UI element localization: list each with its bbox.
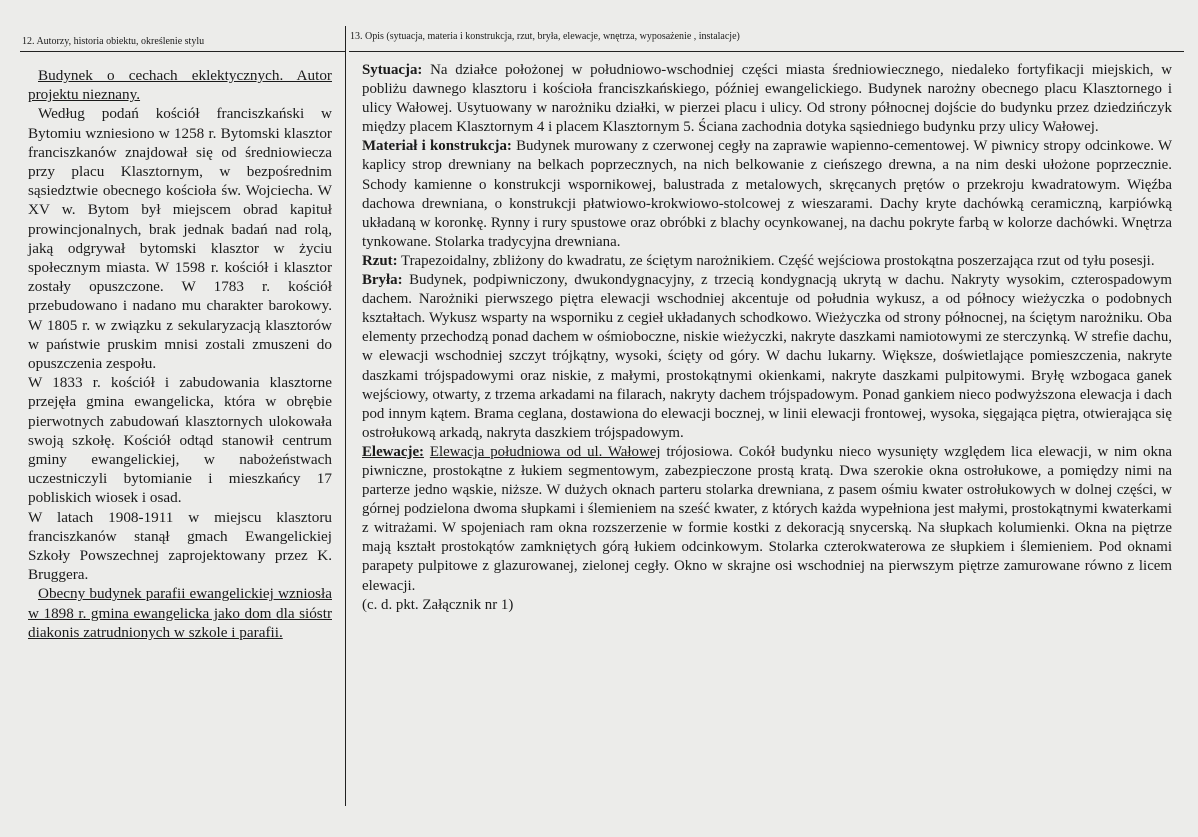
rzut-paragraph xyxy=(362,252,1172,271)
bryla-paragraph xyxy=(362,271,1172,443)
elewacje-text: trójosiowa. Cokół budynku nieco wysunięty względem lica elewacji, w nim okna piwniczne, prostokątne z łukiem segmentowym, zabezpieczone prostą kratą. Dwa szerokie okna ostrołukowe, a pomiędzy nimi na parterze jedno wąskie, niższe. W dużych oknach parteru stolarka drewniana, z pasem ośmiu kwater ostrołukowych w dolnej części, w górnej podzielona dwoma słupkami i ślemieniem na sześć kwater, z których każda wypełniona jest małymi, prostokątnymi kwaterkami z witrażami. W spojeniach ram okna rozszerzenie w formie kostki z dekoracją snycerską. Na słupkach kolumienki. Okna na piętrze mają kształt prostokątów zamkniętych górą łukiem odcinkowym. Stolarka czterokwaterowa ze słupkiem i ślemieniem. Pod oknami parapety pulpitowe z glazurowanej, zielonej cegły. Okno w skrajne osi wschodniej na pierwszym piętrze zamurowane równo z licem elewacji. xyxy=(362,443,1172,594)
elewacje-paragraph xyxy=(362,443,1172,596)
history-paragraph-1: Według podań kościół franciszkański w Bytomiu wzniesiono w 1258 r. Bytomski klasztor franciszkanów znajdował się od średniowiecza przy placu Klasztornym, w bezpośrednim sąsiedztwie obecnego kościoła św. Wojciecha. W XV w. Bytom był miejscem obrad kapituł prowincjonalnych, brak jednak badań nad rolą, jaką odgrywał bytomski klasztor w życiu społecznym miasta. W 1598 r. kościół i klasztor zostały opuszczone. W 1783 r. kościół przebudowano i nadano mu charakter barokowy. W 1805 r. w związku z sekularyzacją klasztorów w państwie pruskim mnisi zostali zmuszeni do opuszczenia zespołu. xyxy=(28,105,332,373)
continuation-note: (c. d. pkt. Załącznik nr 1) xyxy=(362,596,514,613)
material-label: Materiał i konstrukcja: xyxy=(362,138,512,155)
column-divider xyxy=(345,26,346,806)
material-text: Budynek murowany z czerwonej cegły na zaprawie wapienno-cementowej. W piwnicy stropy odcinkowe. W kaplicy strop drewniany na belkach poprzecznych, na nich belkowanie z cieńszego drewna, a na nim deski ułożone poprzecznie. Schody kamienne o konstrukcji wspornikowej, balustrada z metalowych, skręcanych prętów o przekroju kwadratowym. Więźba dachowa drewniana, o konstrukcji płatwiowo-krokwiowo-stolcowej z wieszarami. Dachy kryte dachówką ceramiczną, karpiówką układaną w koronkę. Rynny i rury spustowe oraz obróbki z blachy ocynkowanej, na dachu pokryte farbą w kolorze dachówki. Wnętrza tynkowane. Stolarka tradycyjna drewniana. xyxy=(362,138,1172,250)
sytuacja-text: Na działce położonej w południowo-wschodniej części miasta średniowiecznego, niedaleko fortyfikacji miejskich, w pobliżu dawnego klasztoru i kościoła franciszkańskiego, później ewangelickiego. Budynek narożny obecnego placu Klasztornego i ulicy Wałowej. Usytuowany w narożniku działki, w pierzei placu i ulicy. Od strony północnej dojście do budynku przez dziedzińczyk między placem Klasztornym 4 i placem Klasztornym 5. Ściana zachodnia dotyka sąsiedniego budynku przy ulicy Wałowej. xyxy=(362,62,1172,136)
bryla-label: Bryła: xyxy=(362,272,403,289)
style-title: Budynek o cechach eklektycznych. Autor projektu nieznany. xyxy=(28,67,332,104)
bryla-text: Budynek, podpiwniczony, dwukondygnacyjny, z trzecią kondygnacją ukrytą w dachu. Nakryty wysokim, czterospadowym dachem. Narożniki pierwszego piętra elewacji wschodniej akcentuje od południa wykusz, a od północy wieżyczka o podobnych kształtach. Wykusz wsparty na wsporniku z cegieł układanych schodkowo. Wieżyczka od strony północnej, na ściętym narożniku. Oba elementy przechodzą ponad dachem w ośmioboczne, niskie wieżyczki, nakryte daszkami namiotowymi ze sterczynką. W strefie dachu, w elewacji wschodniej szczyt trójkątny, wysoki, ścięty od góry. W dachu lukarny. Większe, doświetlające pomieszczenia, nakryte daszkami trójspadowymi oraz niskie, z małymi, prostokątnymi okienkami, nakryte daszkami pulpitowymi. Bryłę wzbogaca ganek wejściowy, otwarty, z trzema arkadami na filarach, nakryty dachem trójspadowym. Ponad gankiem nieco podwyższona elewacja i dach pod innym kątem. Brama ceglana, dostawiona do elewacji bocznej, w linii elewacji frontowej, wysoka, sięgająca piętra, otwierająca się ostrołukową arkadą, nakryta daszkiem trójspadowym. xyxy=(362,272,1172,441)
elewacje-label: Elewacje: xyxy=(362,443,425,460)
elewacje-subheading: Elewacja południowa od ul. Wałowej xyxy=(429,443,661,460)
section-13-header: 13. Opis (sytuacja, materia i konstrukcja, rzut, bryła, elewacje, wnętrza, wyposażenie , instalacje) xyxy=(350,31,740,42)
left-rule xyxy=(20,51,345,52)
history-paragraph-4: Obecny budynek parafii ewangelickiej wzniosła w 1898 r. gmina ewangelicka jako dom dla sióstr diakonis zatrudnionych w szkole i parafii. xyxy=(28,585,332,641)
description-column xyxy=(362,61,1172,615)
history-paragraph-3: W latach 1908-1911 w miejscu klasztoru franciszkanów stanął gmach Ewangelickiej Szkoły Powszechnej zaprojektowany przez K. Bruggera. xyxy=(28,508,332,584)
material-paragraph xyxy=(362,137,1172,252)
rzut-label: Rzut: xyxy=(362,252,398,269)
section-12-header: 12. Autorzy, historia obiektu, określenie stylu xyxy=(22,36,205,47)
right-rule xyxy=(349,51,1184,52)
sytuacja-paragraph xyxy=(362,61,1172,137)
history-column xyxy=(28,66,332,642)
sytuacja-label: Sytuacja: xyxy=(362,62,423,78)
history-paragraph-2: W 1833 r. kościół i zabudowania klasztorne przejęła gmina ewangelicka, która w obrębie pierwotnych zabudowań klasztornych ulokowała swoją szkołę. Kościół odtąd stanowił centrum gminy ewangelickiej, w nabożeństwach uczestniczyli bytomianie i mieszkańcy 17 pobliskich wiosek i osad. xyxy=(28,374,332,507)
rzut-text: Trapezoidalny, zbliżony do kwadratu, ze ściętym narożnikiem. Część wejściowa prostokątna poszerzająca rzut od tyłu posesji. xyxy=(397,252,1155,269)
